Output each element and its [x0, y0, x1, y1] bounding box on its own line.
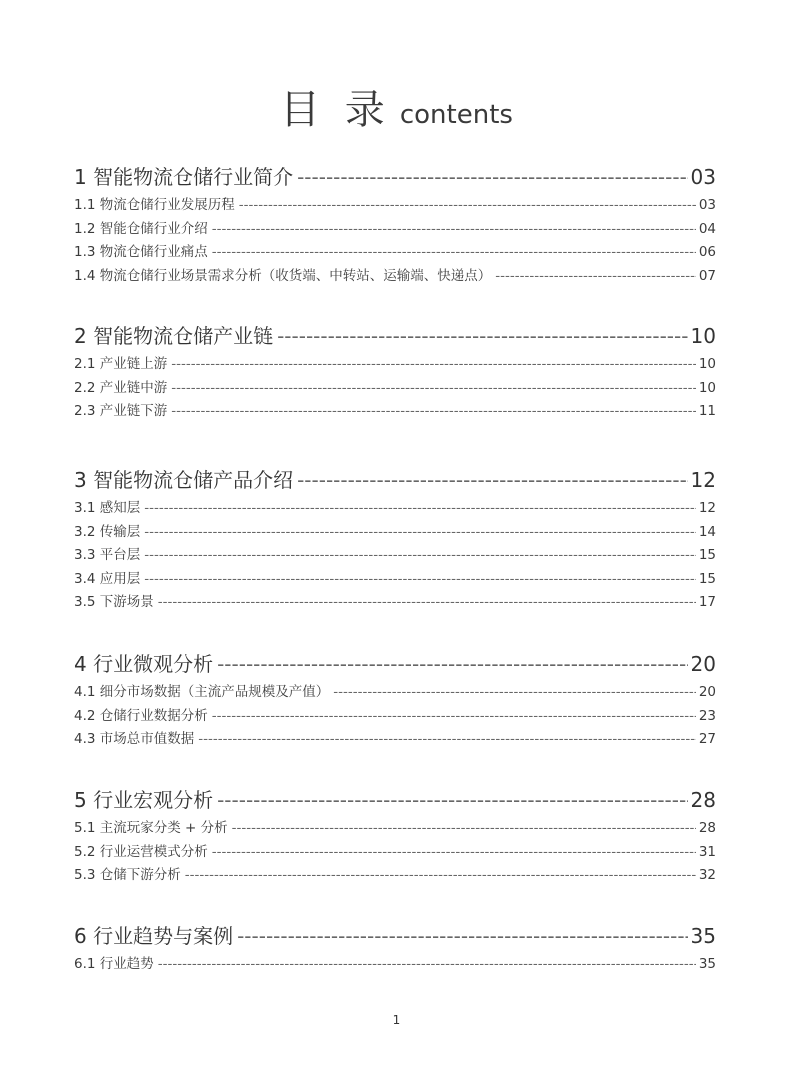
- entry-title: 4.1 细分市场数据（主流产品规模及产值）: [74, 684, 330, 700]
- dot-leader: [277, 322, 687, 350]
- toc-entry[interactable]: [74, 241, 716, 265]
- entry-title: 5.2 行业运营模式分析: [74, 843, 208, 860]
- dot-leader: [297, 466, 687, 494]
- dot-leader: [212, 705, 696, 729]
- toc-section: [74, 466, 716, 615]
- dot-leader: [198, 728, 696, 752]
- toc-entry[interactable]: [74, 521, 716, 545]
- section-title: 2 智能物流仓储产业链: [74, 324, 274, 348]
- entry-page: 06: [698, 244, 716, 260]
- entry-title: 6.1 行业趋势: [74, 956, 154, 972]
- entry-title: 3.4 应用层: [74, 570, 141, 587]
- entry-page: 15: [698, 547, 716, 563]
- entry-title: 1.1 物流仓储行业发展历程: [74, 197, 235, 213]
- entry-page: 10: [698, 356, 716, 372]
- entry-page: 04: [698, 220, 716, 237]
- toc-entry[interactable]: [74, 591, 716, 615]
- page-number: 1: [392, 1013, 401, 1027]
- toc-section-heading[interactable]: [74, 322, 716, 350]
- toc-entry[interactable]: [74, 681, 716, 705]
- section-title: 4 行业微观分析: [74, 652, 214, 676]
- toc-entry[interactable]: [74, 218, 716, 242]
- dot-leader: [297, 163, 687, 191]
- toc-section: [74, 786, 716, 888]
- toc-title-sub: contents: [399, 100, 513, 130]
- toc-entry[interactable]: [74, 953, 716, 977]
- entry-page: 10: [698, 379, 716, 396]
- dot-leader: [158, 953, 696, 977]
- toc-title: [0, 78, 793, 135]
- dot-leader: [333, 681, 696, 705]
- entry-page: 11: [698, 403, 716, 419]
- dot-leader: [171, 353, 696, 377]
- toc-section: [74, 650, 716, 752]
- dot-leader: [237, 922, 687, 950]
- entry-title: 5.3 仓储下游分析: [74, 867, 181, 883]
- entry-page: 31: [698, 843, 716, 860]
- dot-leader: [171, 400, 696, 424]
- toc-section-heading[interactable]: [74, 650, 716, 678]
- section-page: 12: [690, 468, 716, 492]
- entry-title: 4.3 市场总市值数据: [74, 731, 195, 747]
- toc-entry[interactable]: [74, 265, 716, 289]
- dot-leader: [495, 265, 696, 289]
- dot-leader: [171, 377, 696, 401]
- toc-entry[interactable]: [74, 497, 716, 521]
- entry-page: 32: [698, 867, 716, 883]
- toc-entry[interactable]: [74, 568, 716, 592]
- entry-title: 2.2 产业链中游: [74, 379, 168, 396]
- entry-page: 27: [698, 731, 716, 747]
- dot-leader: [217, 786, 687, 814]
- section-title: 1 智能物流仓储行业简介: [74, 165, 294, 189]
- entry-title: 1.2 智能仓储行业介绍: [74, 220, 208, 237]
- dot-leader: [212, 241, 696, 265]
- dot-leader: [212, 218, 696, 242]
- entry-page: 17: [698, 594, 716, 610]
- entry-title: 5.1 主流玩家分类 + 分析: [74, 820, 228, 836]
- entry-title: 2.1 产业链上游: [74, 356, 168, 372]
- entry-page: 07: [698, 267, 716, 284]
- entry-page: 14: [698, 523, 716, 540]
- section-title: 3 智能物流仓储产品介绍: [74, 468, 294, 492]
- dot-leader: [232, 817, 696, 841]
- section-page: 28: [690, 788, 716, 812]
- toc-section-heading[interactable]: [74, 466, 716, 494]
- toc-entry[interactable]: [74, 400, 716, 424]
- toc-entry[interactable]: [74, 353, 716, 377]
- entry-page: 35: [698, 956, 716, 972]
- entry-title: 4.2 仓储行业数据分析: [74, 707, 208, 724]
- toc-entry[interactable]: [74, 864, 716, 888]
- toc-section-heading[interactable]: [74, 922, 716, 950]
- toc-section-heading[interactable]: [74, 786, 716, 814]
- entry-title: 3.2 传输层: [74, 523, 141, 540]
- dot-leader: [185, 864, 696, 888]
- entry-title: 3.5 下游场景: [74, 594, 154, 610]
- toc-section-heading[interactable]: [74, 163, 716, 191]
- entry-page: 03: [698, 197, 716, 213]
- entry-title: 3.3 平台层: [74, 547, 141, 563]
- toc-section: [74, 922, 716, 977]
- toc-section: [74, 322, 716, 424]
- toc-title-main: 目 录: [280, 87, 391, 133]
- entry-page: 28: [698, 820, 716, 836]
- toc-entry[interactable]: [74, 728, 716, 752]
- dot-leader: [158, 591, 696, 615]
- dot-leader: [212, 841, 696, 865]
- toc-entry[interactable]: [74, 194, 716, 218]
- entry-page: 12: [698, 500, 716, 516]
- section-page: 10: [690, 324, 716, 348]
- section-page: 20: [690, 652, 716, 676]
- entry-page: 20: [698, 684, 716, 700]
- section-title: 6 行业趋势与案例: [74, 924, 234, 948]
- section-page: 03: [690, 165, 716, 189]
- dot-leader: [144, 544, 696, 568]
- entry-title: 1.3 物流仓储行业痛点: [74, 244, 208, 260]
- dot-leader: [144, 521, 696, 545]
- toc-entry[interactable]: [74, 544, 716, 568]
- entry-title: 1.4 物流仓储行业场景需求分析（收货端、中转站、运输端、快递点）: [74, 267, 492, 284]
- entry-title: 2.3 产业链下游: [74, 403, 168, 419]
- dot-leader: [144, 497, 696, 521]
- toc-section: [74, 163, 716, 288]
- entry-title: 3.1 感知层: [74, 500, 141, 516]
- section-title: 5 行业宏观分析: [74, 788, 214, 812]
- dot-leader: [239, 194, 696, 218]
- dot-leader: [217, 650, 687, 678]
- toc-entry[interactable]: [74, 817, 716, 841]
- section-page: 35: [690, 924, 716, 948]
- entry-page: 23: [698, 707, 716, 724]
- entry-page: 15: [698, 570, 716, 587]
- toc-entry[interactable]: [74, 841, 716, 865]
- toc-entry[interactable]: [74, 705, 716, 729]
- toc-entry[interactable]: [74, 377, 716, 401]
- dot-leader: [144, 568, 696, 592]
